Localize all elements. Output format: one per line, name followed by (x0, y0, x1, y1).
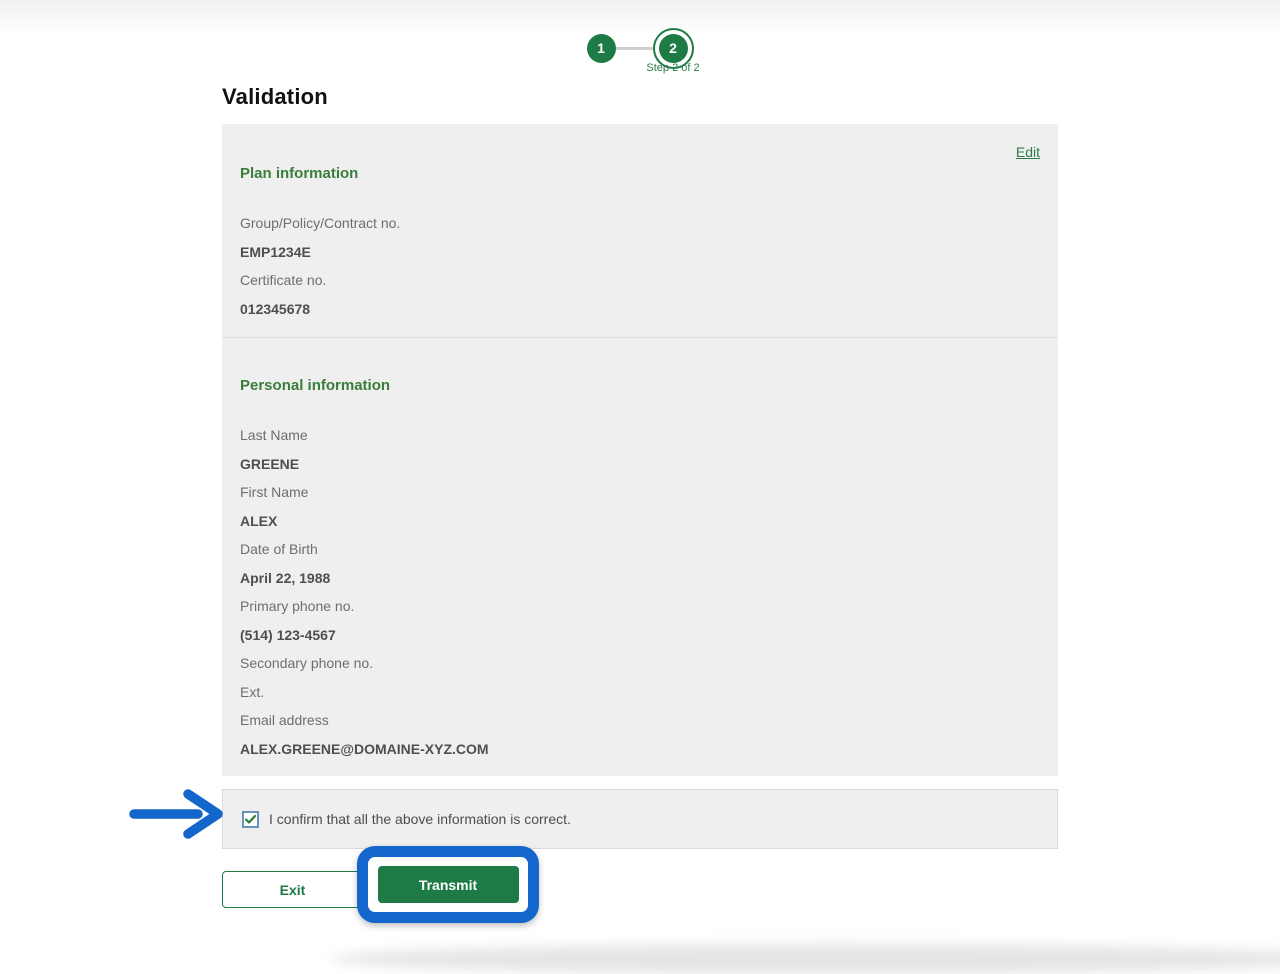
field-label: Ext. (240, 683, 265, 700)
confirm-checkbox[interactable] (242, 811, 259, 828)
personal-information-heading: Personal information (240, 377, 391, 394)
exit-button[interactable]: Exit (222, 871, 363, 908)
personal-information-section (222, 338, 1058, 763)
field-value: GREENE (240, 455, 300, 472)
edit-link[interactable]: Edit (1015, 144, 1040, 160)
summary-panel (222, 124, 1058, 776)
check-icon (245, 815, 256, 824)
step-1-indicator (587, 34, 616, 63)
confirmation-row (222, 789, 1058, 849)
stepper (0, 0, 1280, 80)
step-2-indicator (659, 34, 688, 63)
field-value: ALEX.GREENE@DOMAINE-XYZ.COM (240, 740, 489, 757)
field-label: Date of Birth (240, 541, 318, 557)
field-label: First Name (240, 484, 309, 500)
field-value: (514) 123-4567 (240, 626, 336, 643)
transmit-button[interactable]: Transmit (378, 866, 519, 903)
plan-information-section (222, 124, 1058, 323)
window-bottom-shadow (330, 944, 1280, 974)
field-value: ALEX (240, 512, 278, 529)
field-value: April 22, 1988 (240, 569, 331, 586)
field-label: Group/Policy/Contract no. (240, 215, 401, 231)
field-value: 012345678 (240, 300, 311, 317)
step-1-number: 1 (597, 40, 605, 56)
annotation-arrow-icon (128, 789, 224, 839)
confirm-label: I confirm that all the above information is correct. (269, 811, 571, 827)
field-value: EMP1234E (240, 243, 311, 260)
plan-information-heading: Plan information (240, 165, 359, 182)
annotation-highlight-box (357, 846, 539, 923)
step-2-number: 2 (669, 40, 677, 56)
step-connector (616, 47, 653, 50)
step-caption: Step 2 of 2 (646, 62, 700, 74)
field-label: Last Name (240, 427, 308, 443)
field-label: Email address (240, 712, 329, 728)
field-label: Primary phone no. (240, 598, 355, 614)
field-label: Certificate no. (240, 272, 327, 288)
page-title: Validation (222, 84, 328, 109)
field-label: Secondary phone no. (240, 655, 374, 671)
